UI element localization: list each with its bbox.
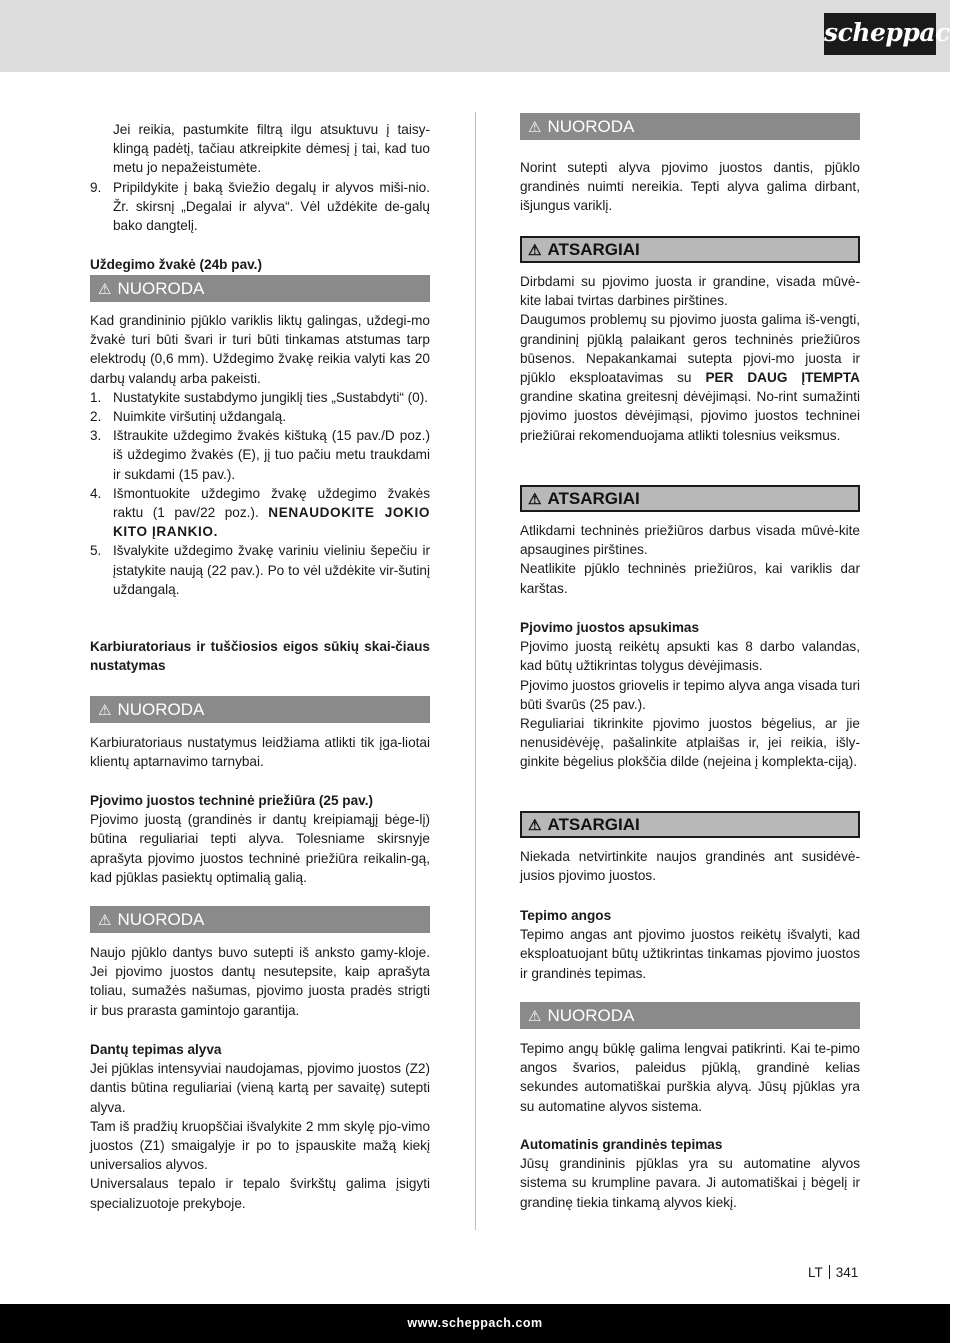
note-label: NUORODA (547, 117, 635, 136)
language-code: LT (808, 1265, 823, 1280)
warning-triangle-icon: ⚠ (98, 912, 112, 929)
warning-triangle-icon: ⚠ (528, 242, 542, 259)
website-link[interactable]: www.scheppach.com (407, 1316, 543, 1330)
auto-paragraph: Jūsų grandininis pjūklas yra su automatine alyvos sistema su krumpline pavara. Ji automatiškai į bėgelį ir grandinę tiekia tinkamą alyvos kiekį. (520, 1156, 860, 1210)
intro-paragraph: Jei reikia, pastumkite filtrą ilgu atsuktuvu į taisy-klingą padėtį, tačiau atkreipkite dėmesį į tai, kad tuo metu jo nepažeistumėte. (113, 122, 430, 176)
note-box (90, 275, 430, 302)
note-box (90, 906, 430, 933)
warning-triangle-icon: ⚠ (528, 119, 542, 136)
caution-label: ATSARGIAI (547, 815, 640, 834)
separator (829, 1265, 830, 1279)
caution-box (520, 236, 860, 263)
note-label: NUORODA (117, 700, 205, 719)
section-heading: Pjovimo juostos techninė priežiūra (25 pav.) (90, 793, 374, 808)
note-box (520, 113, 860, 140)
list-text: Nuimkite viršutinį uždangalą. (113, 409, 287, 425)
list-text: Išmontuokite uždegimo žvakę uždegimo žvakės raktu (1 pav/22 poz.). (113, 485, 430, 521)
caution-paragraph: Niekada netvirtinkite naujos grandinės ant susidėvė-jusios pjovimo juostos. (520, 849, 860, 884)
list-number: 5. (90, 543, 102, 559)
caution-box (520, 811, 860, 838)
page-num: 341 (835, 1265, 859, 1280)
list-text: Ištraukite uždegimo žvakės kištuką (15 pav./D poz.) iš uždegimo žvakės (E), jį tuo pačiu metu traukdami ir sukdami (15 pav.). (113, 428, 430, 482)
list-item (90, 426, 430, 484)
note-label: NUORODA (117, 279, 205, 298)
list-item (90, 388, 430, 407)
list-text: Išvalykite uždegimo žvakę variniu vieliniu šepečiu ir įstatykite naują (22 pav.). Po to vėl uždėkite vir-šutinį uždangalą. (113, 543, 430, 597)
section-heading: Pjovimo juostos apsukimas (520, 620, 700, 635)
caution-paragraph-2 (520, 310, 860, 444)
footer-bar (0, 1304, 950, 1343)
section-heading: Automatinis grandinės tepimas (520, 1137, 723, 1152)
rotation-paragraph-3: Reguliariai tikrinkite pjovimo juostos bėgelius, ar jie nenusidėvėję, pašalinkite atplaišas ir, jei reikia, išly-ginkite bėgelius plokščia dilde (nejeina į komplekta-ciją). (520, 716, 860, 770)
list-bold-text: NENAUDOKITE JOKIO KITO ĮRANKIO. (113, 505, 431, 540)
note-paragraph: Tepimo angų būklę galima lengvai patikrinti. Kai te-pimo angos švarios, paleidus pjūklą, grandinė kelias sekundes automatiškai purškia alyvą. Jūsų pjūklas yra su automatine alyvos sistema. (520, 1041, 860, 1114)
caution-label: ATSARGIAI (547, 240, 640, 259)
list-item (90, 407, 430, 426)
list-number: 1. (90, 389, 102, 405)
carb-paragraph: Karbiuratoriaus nustatymus leidžiama atlikti tik įga-liotai klientų aptarnavimo tarnybai. (90, 735, 430, 770)
spark-paragraph: Kad grandininio pjūklo variklis liktų galingas, uždegi-mo žvakė turi būti švari ir turi būti tinkamas atstumas tarp elektrodų (0,6 mm). Uždegimo žvakę reikia valyti kas 20 darbų valandų arba pakeisti. (90, 313, 430, 386)
caution-box (520, 485, 860, 512)
bar-paragraph: Pjovimo juostą (grandinės ir dantų kreipiamąjį bėge-lį) būtina reguliariai tepti alyva. Tolesniame skirsnyje aprašyta pjovimo juostos techninė priežiūra reikalin-gą, kad pjūklas pasiektų optimalią galią. (90, 812, 430, 885)
column-divider (475, 112, 476, 1230)
note-paragraph: Norint sutepti alyva pjovimo juostos dantis, pjūklo grandinės nuimti nereikia. Tepti alyva galima dirbant, išjungus variklį. (520, 160, 860, 214)
bold-text: PER DAUG ĮTEMPTA (705, 370, 860, 386)
list-number: 4. (90, 485, 102, 501)
teeth-paragraph-1: Jei pjūklas intensyviai naudojamas, pjovimo juostos (Z2) dantis būtina reguliariai (vieną kartą per savaitę) sutepti alyva. (90, 1061, 430, 1115)
teeth-paragraph-2: Tam iš pradžių kruopščiai išvalykite 2 mm skylę pjo-vimo juostos (Z1) smaigalyje ir po to įspauskite mažą kiekį universalios alyvos. (90, 1118, 430, 1173)
section-heading: Karbiuratoriaus ir tuščiosios eigos sūkių skai-čiaus nustatymas (90, 639, 430, 674)
text-run: Daugumos problemų su pjovimo juosta galima iš-vengti, grandininį pjūklą palaikant geros techninės priežiūros būsenos. Nepakankamai sutepta pjovi-mo juosta ir pjūklo eksploatavimas su (520, 312, 860, 386)
rotation-paragraph-1: Pjovimo juostą reikėtų apsukti kas 8 darbo valandas, kad būtų užtikrintas tolygus dėvėjimasis. (520, 639, 860, 674)
caution-paragraph: Atlikdami techninės priežiūros darbus visada mūvė-kite apsaugines pirštines. (520, 523, 860, 558)
section-heading: Tepimo angos (520, 908, 612, 923)
note-box (90, 696, 430, 723)
caution-paragraph: Dirbdami su pjovimo juosta ir grandine, visada mūvė-kite labai tvirtas darbines pirštines. (520, 274, 860, 309)
note-label: NUORODA (117, 910, 205, 929)
note-box (520, 1002, 860, 1029)
warning-triangle-icon: ⚠ (98, 281, 112, 298)
brand-logo: scheppach (824, 13, 936, 55)
list-item (90, 541, 430, 599)
caution-paragraph-2: Neatlikite pjūklo techninės priežiūros, kai variklis dar karštas. (520, 561, 860, 596)
section-heading: Uždegimo žvakė (24b pav.) (90, 257, 262, 272)
list-item (90, 178, 430, 236)
lube-paragraph: Tepimo angas ant pjovimo juostos reikėtų išvalyti, kad eksploatuojant būtų užtikrintas tinkamas pjovimo juostos ir grandinės tepimas. (520, 927, 860, 981)
warning-triangle-icon: ⚠ (98, 702, 112, 719)
text-run: grandine skatina greitesnį dėvėjimąsi. No-rint sumažinti pjovimo juostos dėvėjimąsi, pjovimo juostos techninei priežiūrai rekomenduojama atlikti tolesnius veiksmus. (520, 389, 860, 443)
list-number: 2. (90, 409, 102, 425)
list-text: Pripildykite į baką šviežio degalų ir alyvos miši-nio. Žr. skirsnį „Degalai ir alyva“. Vėl uždėkite de-galų bako dangtelį. (113, 179, 430, 234)
note-label: NUORODA (547, 1006, 635, 1025)
list-text: Nustatykite sustabdymo jungiklį ties „Sustabdyti“ (0). (113, 389, 429, 405)
rotation-paragraph-2: Pjovimo juostos griovelis ir tepimo alyva anga visada turi būti švarūs (25 pav.). (520, 677, 860, 712)
warning-triangle-icon: ⚠ (528, 491, 542, 508)
header-bar (0, 0, 967, 72)
teeth-paragraph-3: Universalaus tepalo ir tepalo švirkštų galima įsigyti specializuotoje prekyboje. (90, 1176, 430, 1211)
page-number (808, 1265, 858, 1280)
section-heading: Dantų tepimas alyva (90, 1042, 222, 1057)
list-number: 9. (90, 179, 102, 195)
list-item (90, 484, 430, 542)
new-saw-paragraph: Naujo pjūklo dantys buvo sutepti iš anksto gamy-kloje. Jei pjovimo juostos dantų nesutepsite, kaip aprašyta toliau, sumažės našumas, pjovimo juosta pradės strigti ir bus prarasta gamintojo garantija. (90, 945, 430, 1018)
caution-label: ATSARGIAI (547, 489, 640, 508)
list-number: 3. (90, 428, 102, 444)
warning-triangle-icon: ⚠ (528, 817, 542, 834)
warning-triangle-icon: ⚠ (528, 1008, 542, 1025)
